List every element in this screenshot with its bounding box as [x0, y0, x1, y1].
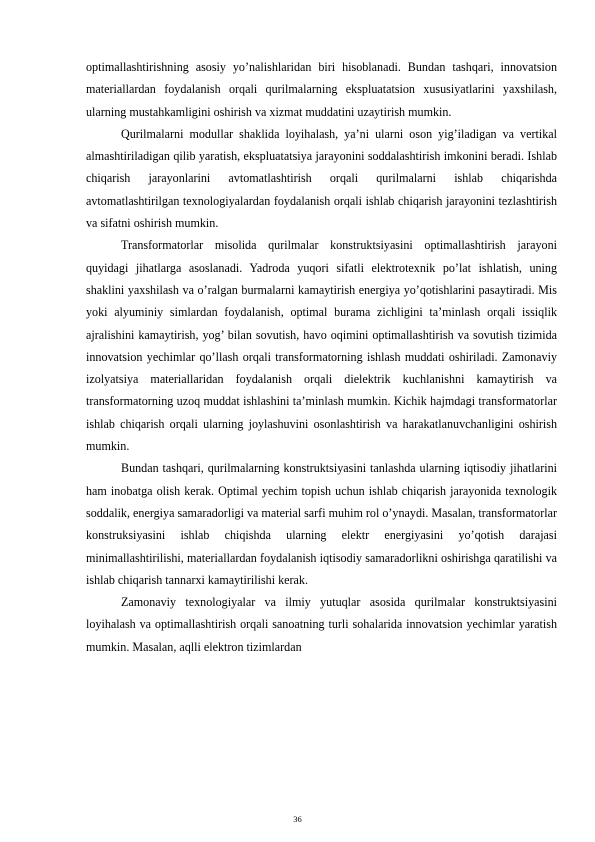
page-number: 36	[293, 814, 302, 824]
paragraph-3: Transformatorlar misolida qurilmalar konstruktsiyasini optimallashtirish jarayoni quyidagi jihatlarga asoslanadi. Yadroda yuqori sifatli elektrotexnik po’lat ishlatish, uning shaklini yaxshilash va o’ralgan burmalarni kamaytirish energiya yo’qotishlarini pasaytiradi. Mis yoki alyuminiy simlardan foydalanish, optimal burama zichligini ta’minlash orqali issiqlik ajralishini kamaytirish, yog’ bilan sovutish, havo oqimini optimallashtirish va sovutish tizimida innovatsion yechimlar qo’llash orqali transformatorning ishlash muddati oshiriladi. Zamonaviy izolyatsiya materiallaridan foydalanish orqali dielektrik kuchlanishni kamaytirish va transformatorning uzoq muddat ishlashini ta’minlash mumkin. Kichik hajmdagi transformatorlar ishlab chiqarish orqali ularning joylashuvini osonlashtirish va harakatlanuvchanligini oshirish mumkin.	[86, 238, 557, 454]
paragraph-4: Bundan tashqari, qurilmalarning konstruktsiyasini tanlashda ularning iqtisodiy jihatlarini ham inobatga olish kerak. Optimal yechim topish uchun ishlab chiqarish jarayonida texnologik soddalik, energiya samaradorligi va material sarfi muhim rol o’ynaydi. Masalan, transformatorlar konstruksiyasini ishlab chiqishda ularning elektr energiyasini yo’qotish darajasi minimallashtirilishi, materiallardan foydalanish iqtisodiy samaradorlikni oshirishga qaratilishi va ishlab chiqarish tannarxi kamaytirilishi kerak.	[86, 461, 557, 587]
paragraph-2: Qurilmalarni modullar shaklida loyihalash, ya’ni ularni oson yig’iladigan va vertikal almashtiriladigan qilib yaratish, ekspluatatsiya jarayonini soddalashtirish imkonini beradi. Ishlab chiqarish jarayonlarini avtomatlashtirish orqali qurilmalarni ishlab chiqarishda avtomatlashtirilgan texnologiyalardan foydalanish orqali ishlab chiqarish jarayonini tezlashtirish va sifatni oshirish mumkin.	[86, 126, 557, 231]
paragraph-1: optimallashtirishning asosiy yo’nalishlaridan biri hisoblanadi. Bundan tashqari, innovatsion materiallardan foydalanish orqali qurilmalarning ekspluatatsion xususiyatlarini yaxshilash, ularning mustahkamligini oshirish va xizmat muddatini uzaytirish mumkin.	[86, 60, 557, 119]
document-body	[86, 56, 557, 658]
paragraph-5: Zamonaviy texnologiyalar va ilmiy yutuqlar asosida qurilmalar konstruktsiyasini loyihalash va optimallashtirish orqali sanoatning turli sohalarida innovatsion yechimlar yaratish mumkin. Masalan, aqlli elektron tizimlardan	[86, 595, 557, 654]
